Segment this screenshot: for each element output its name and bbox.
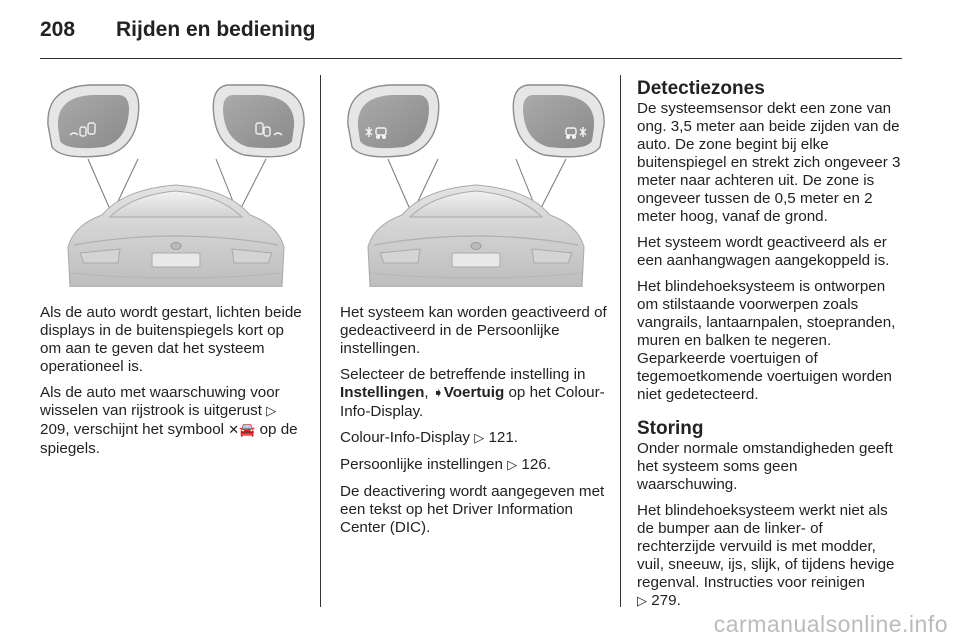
- reference-triangle-icon: ▷: [507, 458, 518, 473]
- section-heading: Storing: [637, 418, 704, 439]
- menu-path-settings: Instellingen: [340, 384, 425, 401]
- column-middle: [340, 304, 608, 545]
- menu-arrow-icon: ➧: [432, 386, 444, 401]
- mirror-illustration-displays-off: [40, 77, 312, 287]
- reference-triangle-icon: ▷: [637, 594, 647, 609]
- paragraph: Het blindehoeksysteem is ontworpen om stilstaande voorwerpen zoals vangrails, lantaarnpalen, stoepranden, muren en balken te negeren. Geparkeerde voertuigen of tegemoetkomende voertuigen worden niet gedetecteerd.: [637, 278, 896, 403]
- paragraph: Colour-Info-Display ▷ 121.: [340, 429, 519, 446]
- menu-path-vehicle: Voertuig: [443, 384, 505, 401]
- page-title: Rijden en bediening: [116, 18, 316, 41]
- column-left: [40, 304, 308, 466]
- column-right: [637, 78, 902, 619]
- paragraph: Als de auto wordt gestart, lichten beide displays in de buitenspiegels kort op om aan te geven dat het systeem operationeel is.: [40, 304, 302, 375]
- paragraph: Het blindehoeksysteem werkt niet als de bumper aan de linker- of rechterzijde vervuild is met modder, vuil, sneeuw, ijs, slijk, of tijdens hevige regenval. Instructies voor reinigen ▷ 279.: [637, 502, 895, 609]
- paragraph: Als de auto met waarschuwing voor wisselen van rijstrook is uitgerust ▷ 209, verschijnt het symbool ✕🚘 op de spiegels.: [40, 384, 298, 457]
- page-number: 208: [40, 18, 76, 41]
- paragraph: Het systeem wordt geactiveerd als er een aanhangwagen aangekoppeld is.: [637, 234, 890, 269]
- paragraph: De deactivering wordt aangegeven met een tekst op het Driver Information Center (DIC).: [340, 483, 605, 536]
- reference-triangle-icon: ▷: [266, 404, 277, 419]
- paragraph: Selecteer de betreffende instelling in Instellingen, ➧Voertuig op het Colour-Info-Display.: [340, 366, 605, 420]
- paragraph: Het systeem kan worden geactiveerd of gedeactiveerd in de Persoonlijke instellingen.: [340, 304, 607, 357]
- column-divider: [620, 75, 621, 607]
- section-heading: Detectiezones: [637, 78, 765, 99]
- watermark: carmanualsonline.info: [713, 611, 948, 637]
- paragraph: Persoonlijke instellingen ▷ 126.: [340, 456, 551, 473]
- paragraph: De systeemsensor dekt een zone van ong. 3,5 meter aan beide zijden van de auto. De zone begint bij elke buitenspiegel en strekt zich ongeveer 3 meter naar achteren uit. De zone is ongeveer tussen de 0,5 meter en 2 meter hoog, vanaf de grond.: [637, 100, 901, 225]
- reference-triangle-icon: ▷: [474, 431, 485, 446]
- mirror-illustration-warning-active: [340, 77, 612, 287]
- lane-change-warning-icon: ✕🚘: [228, 423, 256, 438]
- column-divider: [320, 75, 321, 607]
- paragraph: Onder normale omstandigheden geeft het systeem soms geen waarschuwing.: [637, 440, 893, 493]
- header-rule: [40, 58, 902, 59]
